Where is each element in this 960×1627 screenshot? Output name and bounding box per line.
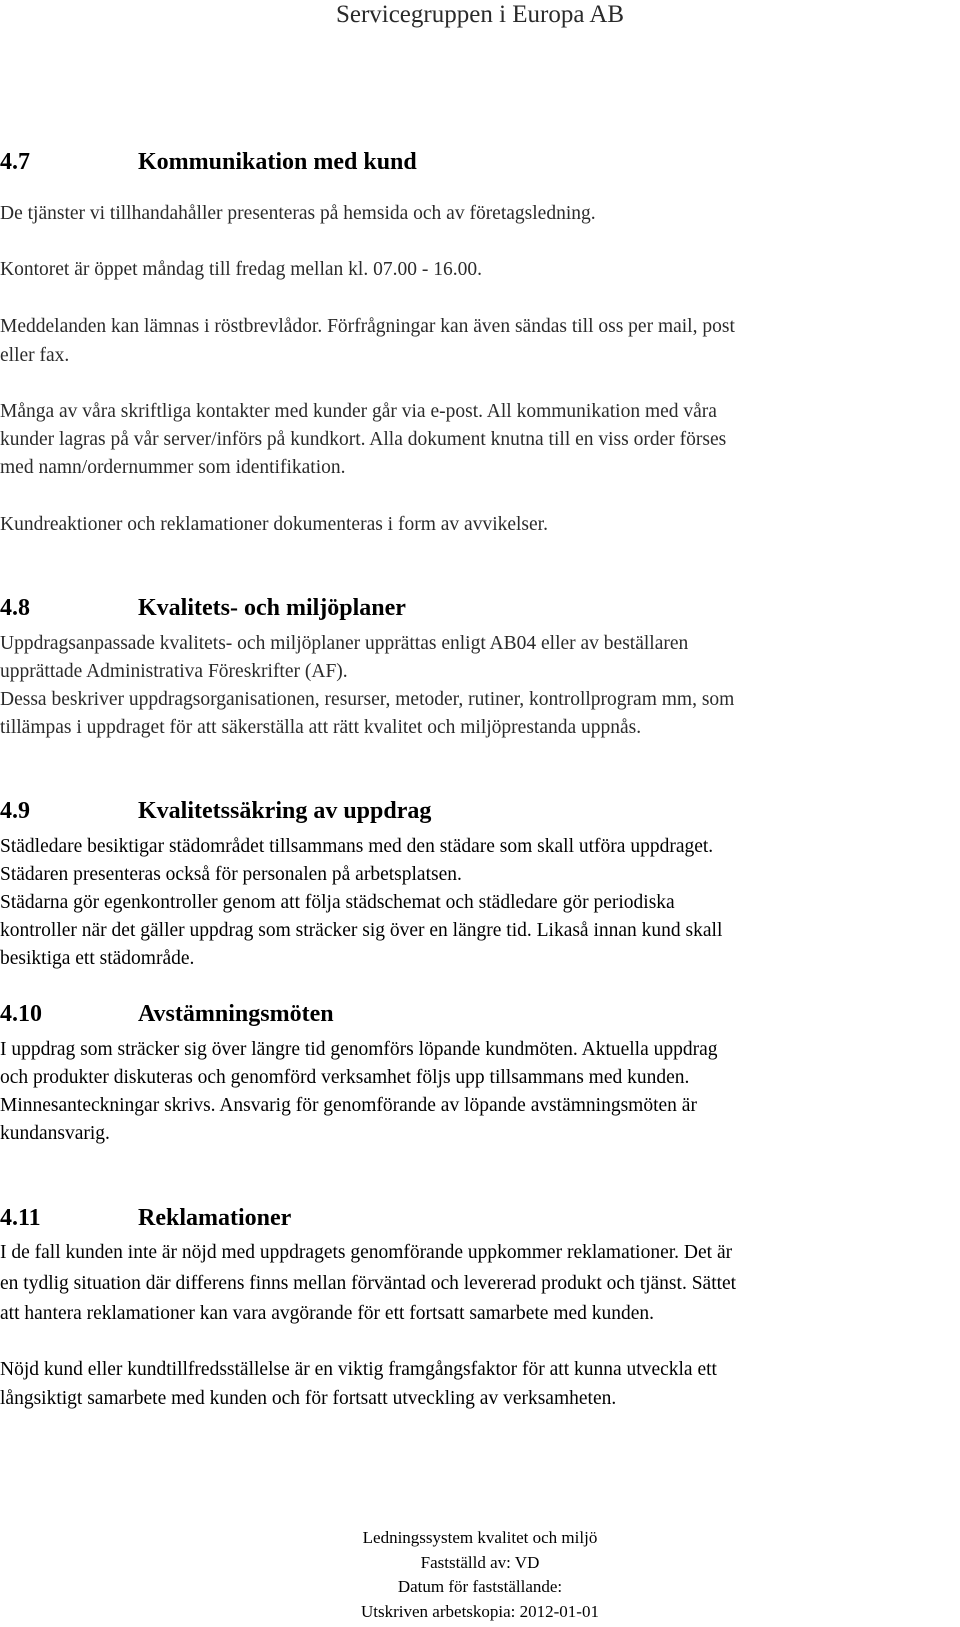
paragraph-line: I uppdrag som sträcker sig över längre tid genomförs löpande kundmöten. Aktuella uppdrag [0, 1039, 718, 1060]
paragraph-line: Kundreaktioner och reklamationer dokumenteras i form av avvikelser. [0, 514, 548, 535]
section-title: Reklamationer [138, 1205, 292, 1231]
section-number: 4.7 [0, 149, 30, 175]
paragraph-line: Städaren presenteras också för personalen på arbetsplatsen. [0, 864, 462, 885]
paragraph-line: Städarna gör egenkontroller genom att följa städschemat och städledare gör periodiska [0, 892, 675, 913]
section-number: 4.9 [0, 798, 30, 824]
paragraph-line: Många av våra skriftliga kontakter med kunder går via e-post. All kommunikation med våra [0, 401, 717, 422]
section-4-10-heading [0, 999, 334, 1029]
section-number: 4.11 [0, 1205, 41, 1231]
section-number: 4.10 [0, 1001, 42, 1027]
paragraph-line: besiktiga ett städområde. [0, 948, 195, 969]
paragraph-line: kunder lagras på vår server/införs på kundkort. Alla dokument knutna till en viss order förses [0, 429, 727, 450]
paragraph-line: Kontoret är öppet måndag till fredag mellan kl. 07.00 - 16.00. [0, 259, 482, 280]
paragraph-line: långsiktigt samarbete med kunden och för fortsatt utveckling av verksamheten. [0, 1388, 617, 1409]
section-title: Avstämningsmöten [138, 1001, 334, 1027]
paragraph-line: Dessa beskriver uppdragsorganisationen, resurser, metoder, rutiner, kontrollprogram mm, som [0, 689, 735, 710]
section-4-7-heading [0, 147, 417, 177]
section-title: Kommunikation med kund [138, 149, 417, 175]
paragraph-line: upprättade Administrativa Föreskrifter (AF). [0, 661, 348, 682]
section-number: 4.8 [0, 595, 30, 621]
paragraph-line: De tjänster vi tillhandahåller presenteras på hemsida och av företagsledning. [0, 203, 596, 224]
paragraph-line: Städledare besiktigar städområdet tillsammans med den städare som skall utföra uppdraget. [0, 836, 714, 857]
section-title: Kvalitets- och miljöplaner [138, 595, 406, 621]
footer-system-name: Ledningssystem kvalitet och miljö [362, 1528, 598, 1547]
paragraph-line: eller fax. [0, 345, 70, 366]
paragraph-line: och produkter diskuteras och genomförd verksamhet följs upp tillsammans med kunden. [0, 1067, 690, 1088]
footer-approved-by: Fastställd av: VD [420, 1552, 540, 1572]
paragraph-line: en tydlig situation där differens finns mellan förväntad och levererad produkt och tjänst. Sättet [0, 1273, 737, 1294]
footer-approval-date: Datum för fastställande: [397, 1577, 563, 1596]
paragraph-line: att hantera reklamationer kan vara avgörande för ett fortsatt samarbete med kunden. [0, 1303, 655, 1324]
footer-print-date: Utskriven arbetskopia: 2012-01-01 [361, 1601, 599, 1621]
paragraph-line: tillämpas i uppdraget för att säkerställa att rätt kvalitet och miljöprestanda uppnås. [0, 717, 642, 738]
paragraph-line: Minnesanteckningar skrivs. Ansvarig för genomförande av löpande avstämningsmöten är [0, 1095, 697, 1116]
section-4-8-heading [0, 593, 406, 623]
paragraph-line: kontroller när det gäller uppdrag som sträcker sig över en längre tid. Likaså innan kund skall [0, 920, 723, 941]
document-footer [0, 1526, 960, 1624]
paragraph-line: Nöjd kund eller kundtillfredsställelse är en viktig framgångsfaktor för att kunna utveckla ett [0, 1359, 717, 1380]
paragraph-line: kundansvarig. [0, 1123, 110, 1144]
paragraph-line: med namn/ordernummer som identifikation. [0, 457, 346, 478]
document-header: Servicegruppen i Europa AB [335, 1, 625, 28]
section-title: Kvalitetssäkring av uppdrag [138, 798, 432, 824]
paragraph-line: Uppdragsanpassade kvalitets- och miljöplaner upprättas enligt AB04 eller av beställaren [0, 633, 689, 654]
section-4-11-heading [0, 1203, 291, 1233]
section-4-9-heading [0, 796, 431, 826]
paragraph-line: Meddelanden kan lämnas i röstbrevlådor. Förfrågningar kan även sändas till oss per mail, post [0, 316, 735, 337]
paragraph-line: I de fall kunden inte är nöjd med uppdragets genomförande uppkommer reklamationer. Det är [0, 1242, 733, 1263]
